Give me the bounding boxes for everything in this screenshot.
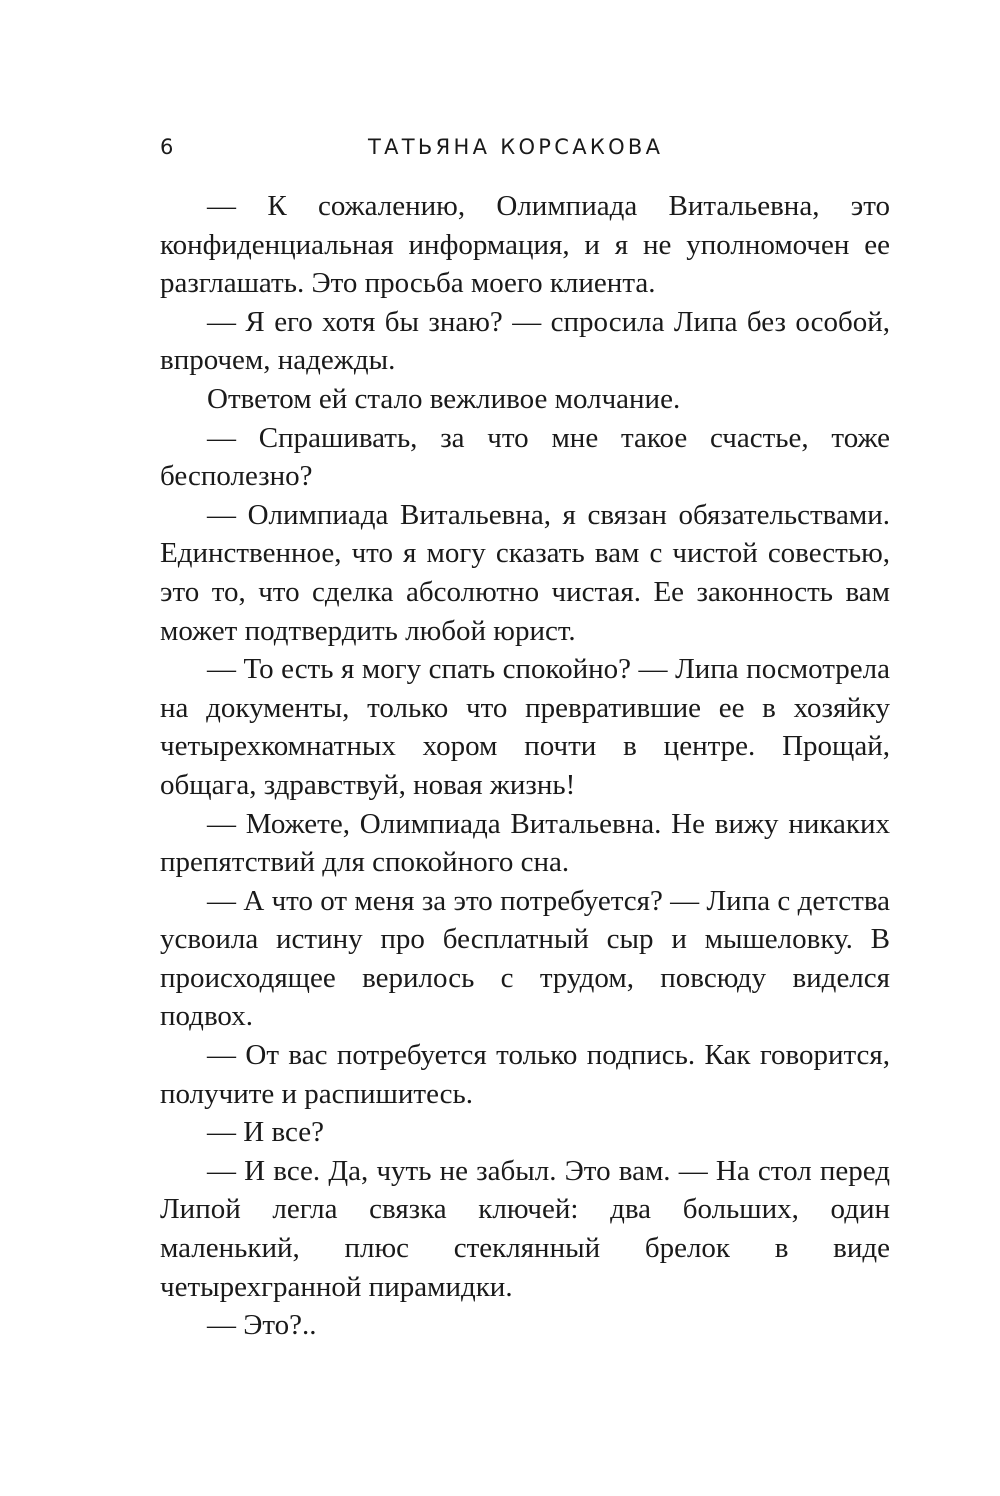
body-text xyxy=(160,187,890,1345)
page-number: 6 xyxy=(160,135,174,159)
paragraph: — И все. Да, чуть не забыл. Это вам. — На стол перед Липой легла связка ключей: два больших, один маленький, плюс стеклянный брелок в виде четырехгранной пирамидки. xyxy=(160,1154,890,1303)
paragraph: — А что от меня за это потребуется? — Липа с детства усвоила истину про бесплатный сыр и мышеловку. В происходящее верилось с трудом, повсюду виделся подвох. xyxy=(160,884,890,1033)
paragraph: — От вас потребуется только подпись. Как говорится, получите и распишитесь. xyxy=(160,1039,890,1110)
paragraph: Ответом ей стало вежливое молчание. xyxy=(207,382,681,415)
book-author: ТАТЬЯНА КОРСАКОВА xyxy=(368,135,664,159)
paragraph: — Я его хотя бы знаю? — спросила Липа без особой, впрочем, надежды. xyxy=(160,305,890,377)
running-header xyxy=(160,130,890,164)
paragraph: — К сожалению, Олимпиада Витальевна, это конфиденциальная информация, и я не уполномочен ее разглашать. Это просьба моего клиента. xyxy=(160,190,890,300)
paragraph: — Олимпиада Витальевна, я связан обязательствами. Единственное, что я могу сказать вам с чистой совестью, это то, что сделка абсолютно чистая. Ее законность вам может подтвердить любой юрист. xyxy=(160,498,890,647)
paragraph: — То есть я могу спать спокойно? — Липа посмотрела на документы, только что превратившие ее в хозяйку четырехкомнатных хором почти в центре. Прощай, общага, здравствуй, новая жизнь! xyxy=(160,653,890,801)
paragraph: — Спрашивать, за что мне такое счастье, тоже бесполезно? xyxy=(160,421,890,493)
paragraph: — И все? xyxy=(207,1116,324,1149)
paragraph: — Можете, Олимпиада Витальевна. Не вижу никаких препятствий для спокойного сна. xyxy=(160,807,890,879)
paragraph: — Это?.. xyxy=(207,1309,317,1342)
